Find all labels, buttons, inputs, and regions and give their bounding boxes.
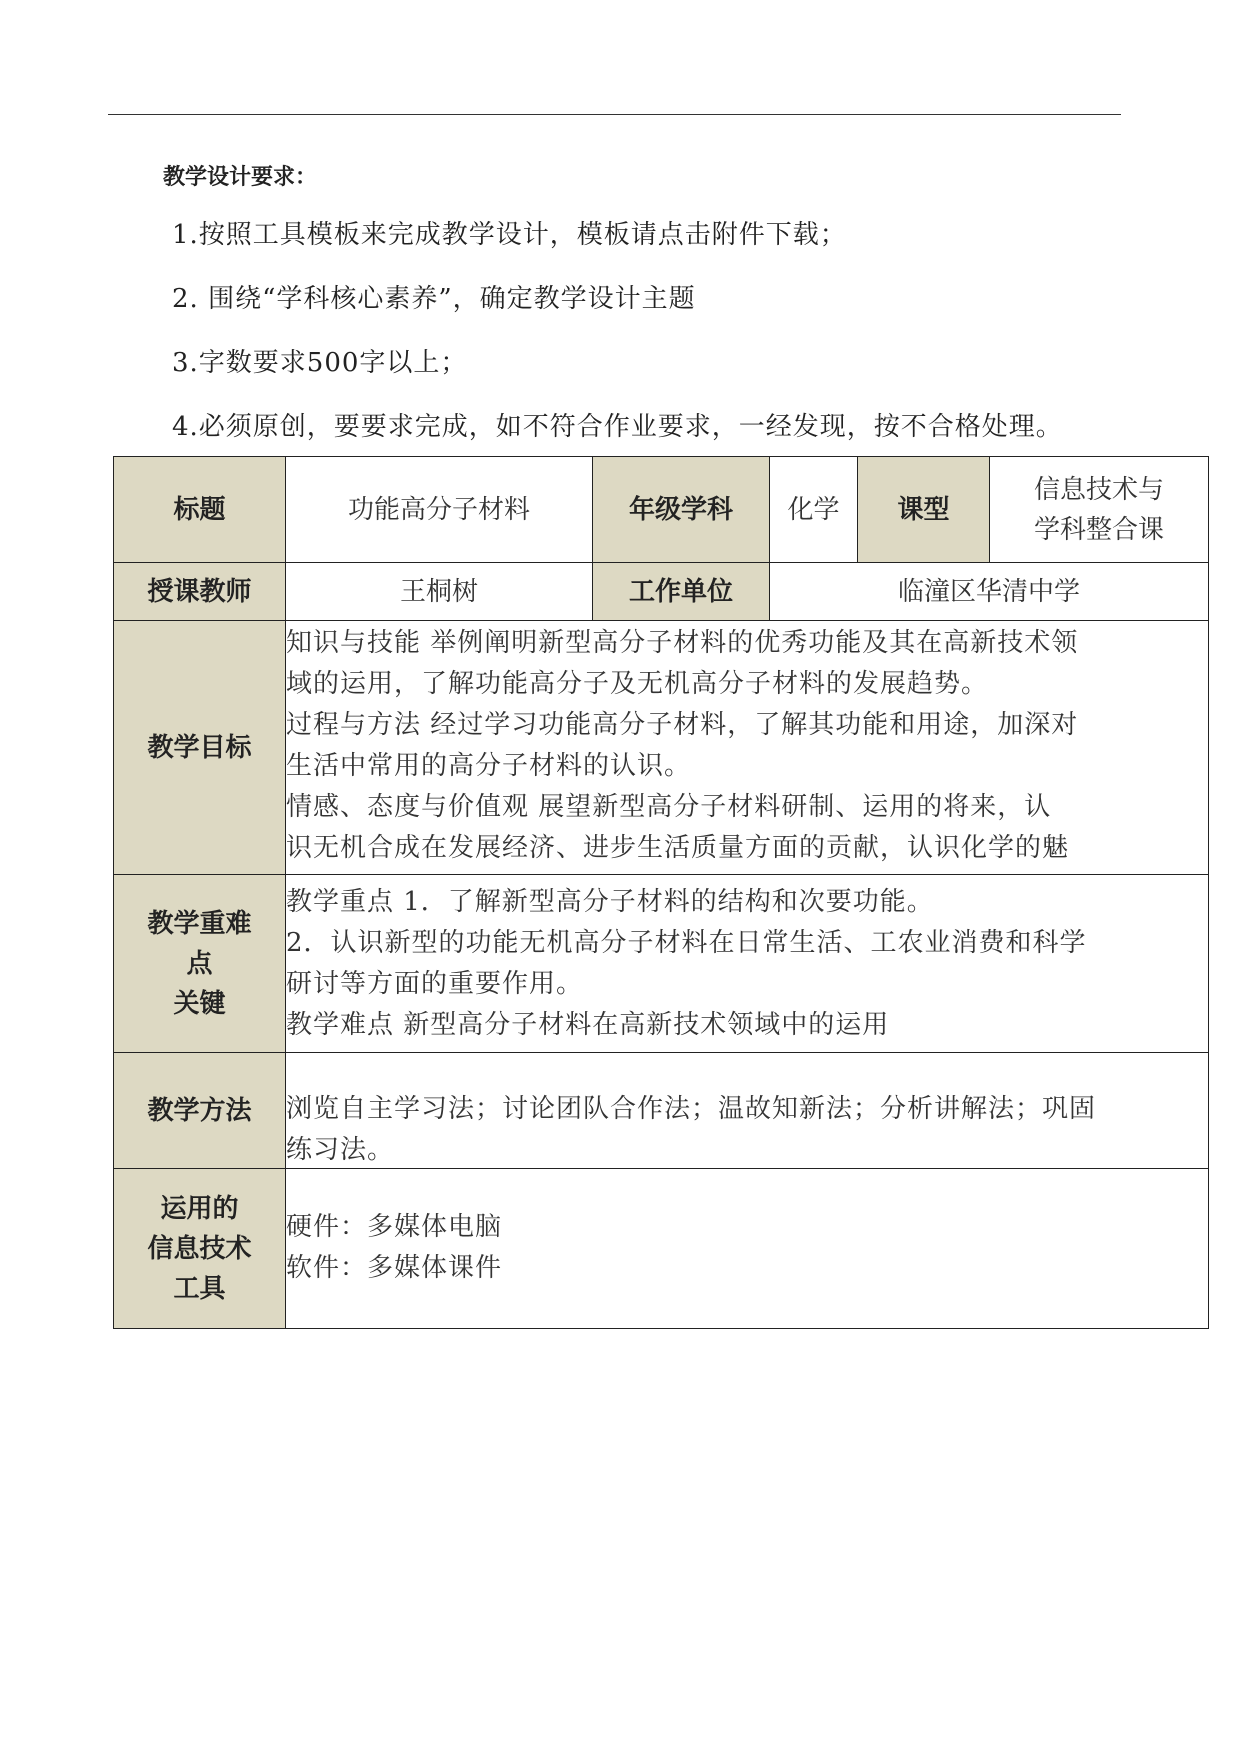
type-label: 课型	[858, 457, 990, 563]
goals-cell	[286, 621, 1209, 875]
teacher-label: 授课教师	[114, 563, 286, 621]
table-row-goals	[114, 621, 1209, 875]
table-row-title	[114, 457, 1209, 563]
keypoints-label-line-2: 点	[186, 948, 213, 979]
grade-label: 年级学科	[593, 457, 770, 563]
unit-label: 工作单位	[593, 563, 770, 621]
table-row-keypoints	[114, 875, 1209, 1053]
keypoints-line-2: 2．认识新型的功能无机高分子材料在日常生活、工农业消费和科学	[286, 927, 1087, 958]
tools-cell	[286, 1169, 1209, 1329]
tools-line-1: 硬件：多媒体电脑	[286, 1212, 503, 1242]
keypoints-line-1: 教学重点 1．了解新型高分子材料的结构和次要功能。	[286, 886, 934, 917]
keypoints-label-line-3: 关键	[173, 988, 226, 1019]
requirement-item-1: 1.按照工具模板来完成教学设计，模板请点击附件下载；	[172, 220, 847, 250]
goals-label: 教学目标	[114, 621, 286, 875]
unit-value: 临潼区华清中学	[770, 563, 1209, 621]
table-row-tools	[114, 1169, 1209, 1329]
requirements-title: 教学设计要求：	[163, 165, 318, 190]
tools-label-line-3: 工具	[173, 1273, 226, 1304]
type-value-line-2: 学科整合课	[1033, 514, 1164, 545]
goals-line-3: 过程与方法 经过学习功能高分子材料，了解其功能和用途，加深对	[286, 709, 1079, 740]
requirement-item-3: 3.字数要求500字以上；	[172, 348, 468, 378]
keypoints-line-3: 研讨等方面的重要作用。	[286, 968, 584, 999]
grade-value: 化学	[770, 457, 858, 563]
teacher-value: 王桐树	[286, 563, 593, 621]
keypoints-cell	[286, 875, 1209, 1053]
type-value-line-1: 信息技术与	[1033, 474, 1164, 505]
keypoints-label-line-1: 教学重难	[147, 908, 252, 939]
tools-label	[114, 1169, 286, 1329]
goals-line-1: 知识与技能 举例阐明新型高分子材料的优秀功能及其在高新技术领	[286, 627, 1079, 658]
lesson-plan-table	[113, 456, 1209, 1329]
keypoints-label	[114, 875, 286, 1053]
method-line-1: 浏览自主学习法；讨论团队合作法；温故知新法；分析讲解法；巩固	[286, 1093, 1097, 1124]
title-label: 标题	[114, 457, 286, 563]
requirement-item-4: 4.必须原创，要要求完成，如不符合作业要求，一经发现，按不合格处理。	[172, 412, 1063, 442]
tools-line-2: 软件：多媒体课件	[286, 1253, 503, 1283]
method-line-2: 练习法。	[286, 1134, 395, 1165]
requirement-item-2: 2. 围绕“学科核心素养”，确定教学设计主题	[172, 284, 696, 314]
goals-line-6: 识无机合成在发展经济、进步生活质量方面的贡献，认识化学的魅	[286, 832, 1070, 863]
keypoints-line-4: 教学难点 新型高分子材料在高新技术领域中的运用	[286, 1009, 890, 1040]
goals-line-4: 生活中常用的高分子材料的认识。	[286, 750, 692, 781]
goals-line-2: 域的运用，了解功能高分子及无机高分子材料的发展趋势。	[286, 668, 989, 699]
table-row-method	[114, 1053, 1209, 1169]
tools-label-line-2: 信息技术	[147, 1233, 252, 1264]
method-label: 教学方法	[114, 1053, 286, 1169]
goals-line-5: 情感、态度与价值观 展望新型高分子材料研制、运用的将来，认	[286, 791, 1052, 822]
tools-label-line-1: 运用的	[160, 1193, 239, 1224]
title-value: 功能高分子材料	[286, 457, 593, 563]
header-rule	[108, 114, 1121, 115]
method-cell	[286, 1053, 1209, 1169]
type-value	[990, 457, 1209, 563]
table-row-teacher	[114, 563, 1209, 621]
